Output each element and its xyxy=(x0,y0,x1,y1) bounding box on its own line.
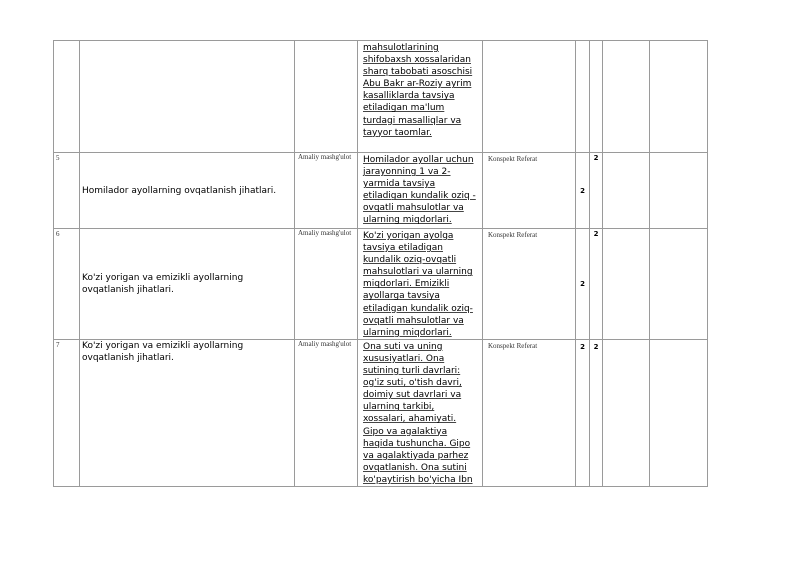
content-text: Ko'zi yorigan ayolga tavsiya etiladigan kundalik oziq-ovqatli mahsulotlari va ularning miqdorlari. Emizikli ayollarga tavsiya etiladigan kundalik oziq-ovqatli mahsulotlar va ularning miqdorlari. xyxy=(363,231,473,338)
hours-cell-a xyxy=(576,229,590,340)
topic-text: Ko'zi yorigan va emizikli ayollarning ovqatlanish jihatlari. xyxy=(82,272,244,295)
num-cell xyxy=(54,41,80,153)
row-number: 7 xyxy=(56,340,60,349)
content-text: Ona suti va uning xususiyatlari. Ona sutining turli davrlari: og'iz suti, o'tish davri, doimiy sut davrlari va ularning tarkibi, xossalari, ahamiyati. Gipo va agalaktiya haqida tushuncha. Gipo va agalaktiyada parhez ovqatlanish. Ona sutini ko'paytirish bo'yicha Ibn xyxy=(363,341,473,485)
table-row xyxy=(54,153,708,229)
blank-cell xyxy=(650,229,708,340)
blank-cell xyxy=(603,41,650,153)
assessment-form: Konspekt Referat xyxy=(488,231,538,239)
hours-value: 2 xyxy=(593,342,599,351)
content-cell xyxy=(358,229,483,340)
num-cell xyxy=(54,229,80,340)
blank-cell xyxy=(603,153,650,229)
blank-cell xyxy=(650,41,708,153)
topic-cell xyxy=(80,339,295,486)
form-cell xyxy=(483,229,576,340)
curriculum-table xyxy=(53,40,708,487)
form-cell xyxy=(483,339,576,486)
type-cell xyxy=(295,339,358,486)
topic-cell xyxy=(80,41,295,153)
type-cell xyxy=(295,41,358,153)
topic-text: Homilador ayollarning ovqatlanish jihatlari. xyxy=(82,185,277,196)
row-number: 6 xyxy=(56,230,60,238)
content-text: mahsulotlarining shifobaxsh xossalaridan sharq tabobati asoschisi Abu Bakr ar-Roziy ayrim kasalliklarda tavsiya etiladigan ma'lum turdagi masalliqlar va tayyor taomlar. xyxy=(363,43,473,138)
blank-cell xyxy=(603,229,650,340)
assessment-form: Konspekt Referat xyxy=(488,155,538,163)
hours-value: 2 xyxy=(593,154,599,162)
table-row-continued xyxy=(54,41,708,153)
lesson-type: Amaliy mashg'ulot xyxy=(298,153,352,161)
topic-cell xyxy=(80,153,295,229)
lesson-type: Amaliy mashg'ulot xyxy=(298,229,352,237)
hours-cell-b xyxy=(590,339,603,486)
hours-cell-a xyxy=(576,41,590,153)
table-row xyxy=(54,229,708,340)
type-cell xyxy=(295,229,358,340)
hours-cell-b xyxy=(590,41,603,153)
type-cell xyxy=(295,153,358,229)
blank-cell xyxy=(650,339,708,486)
hours-cell-a xyxy=(576,153,590,229)
hours-cell-b xyxy=(590,229,603,340)
hours-value: 2 xyxy=(580,342,585,351)
content-cell xyxy=(358,153,483,229)
blank-cell xyxy=(650,153,708,229)
topic-cell xyxy=(80,229,295,340)
hours-value: 2 xyxy=(593,230,599,238)
hours-value: 2 xyxy=(580,279,585,288)
hours-value: 2 xyxy=(580,186,585,195)
content-text: Homilador ayollar uchun jarayonning 1 va 2-yarmida tavsiya etiladigan kundalik oziq - ovqatli mahsulotlar va ularning miqdorlari. xyxy=(363,155,476,226)
form-cell xyxy=(483,41,576,153)
topic-text: Ko'zi yorigan va emizikli ayollarning ovqatlanish jihatlari. xyxy=(82,340,244,363)
num-cell xyxy=(54,153,80,229)
form-cell xyxy=(483,153,576,229)
content-cell xyxy=(358,339,483,486)
num-cell xyxy=(54,339,80,486)
lesson-type: Amaliy mashg'ulot xyxy=(298,339,352,348)
assessment-form: Konspekt Referat xyxy=(488,341,538,350)
content-cell xyxy=(358,41,483,153)
hours-cell-a xyxy=(576,339,590,486)
table-row xyxy=(54,339,708,486)
row-number: 5 xyxy=(56,154,60,162)
blank-cell xyxy=(603,339,650,486)
hours-cell-b xyxy=(590,153,603,229)
